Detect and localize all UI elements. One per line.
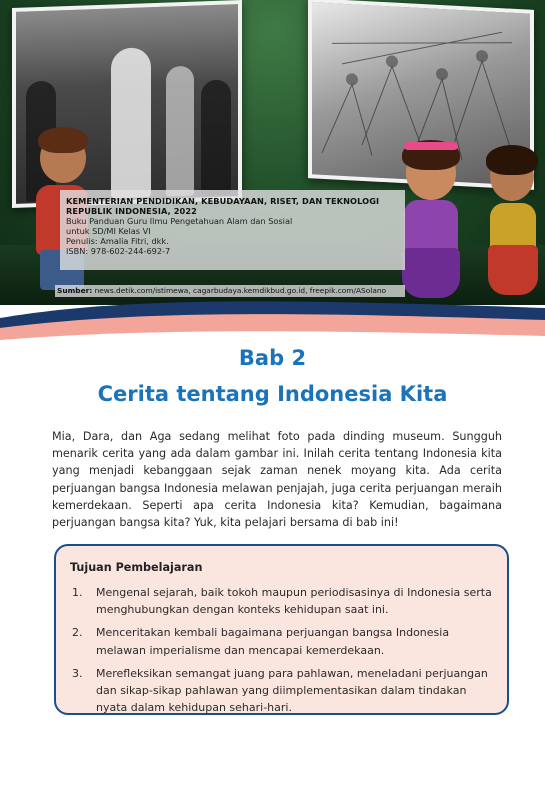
author-line: Penulis: Amalia Fitri, dkk. — [66, 236, 169, 246]
item-text: Merefleksikan semangat juang para pahlawan, meneladani perjuangan dan sikap-sikap pahlawan yang diimplementasikan dalam tindakan nyata dalam kehidupan sehari-hari. — [96, 666, 488, 715]
cover-illustration — [0, 0, 545, 305]
item-text: Menceritakan kembali bagaimana perjuangan bangsa Indonesia melawan imperialisme dan mencapai kemerdekaan. — [96, 626, 450, 657]
book-info-box — [60, 190, 405, 270]
chapter-title: Cerita tentang Indonesia Kita — [97, 382, 448, 406]
list-item — [70, 624, 493, 658]
source-text: news.detik.com/istimewa, cagarbudaya.kemdikbud.go.id, freepik.com/ASolano — [94, 286, 387, 295]
book-title-line-1: Buku Panduan Guru Ilmu Pengetahuan Alam dan Sosial — [66, 216, 293, 226]
list-item — [70, 665, 493, 717]
publisher-line-1: KEMENTERIAN PENDIDIKAN, KEBUDAYAAN, RISET, DAN TEKNOLOGI — [66, 196, 380, 206]
item-number: 2. — [72, 626, 83, 640]
learning-goals-box — [54, 544, 509, 715]
book-title-line-2: untuk SD/MI Kelas VI — [66, 226, 151, 236]
intro-paragraph: Mia, Dara, dan Aga sedang melihat foto pada dinding museum. Sungguh menarik cerita yang ada dalam gambar ini. Inilah cerita tentang Indonesia kita yang menjadi kebanggaan sejak zaman nenek moyang kita. Ada cerita perjuangan bangsa Indonesia melawan penjajah, juga cerita perjuangan meraih kemerdekaan. Seperti apa cerita Indonesia kita? Kemudian, bagaimana perjuangan bangsa kita? Yuk, kita pelajari bersama di bab ini! — [52, 430, 502, 530]
publisher-line-2: REPUBLIK INDONESIA, 2022 — [66, 206, 197, 216]
learning-goals-title: Tujuan Pembelajaran — [70, 561, 203, 574]
item-number: 1. — [72, 586, 83, 599]
isbn-line: ISBN: 978-602-244-692-7 — [66, 246, 171, 256]
list-item — [70, 584, 493, 618]
source-label: Sumber: — [57, 286, 93, 295]
chapter-number: Bab 2 — [238, 346, 307, 370]
character-dara — [482, 145, 542, 300]
item-text: Mengenal sejarah, baik tokoh maupun periodisasinya di Indonesia serta menghubungkan dengan konteks kehidupan saat ini. — [96, 586, 492, 617]
item-number: 3. — [72, 666, 83, 680]
learning-goals-list — [70, 584, 493, 716]
